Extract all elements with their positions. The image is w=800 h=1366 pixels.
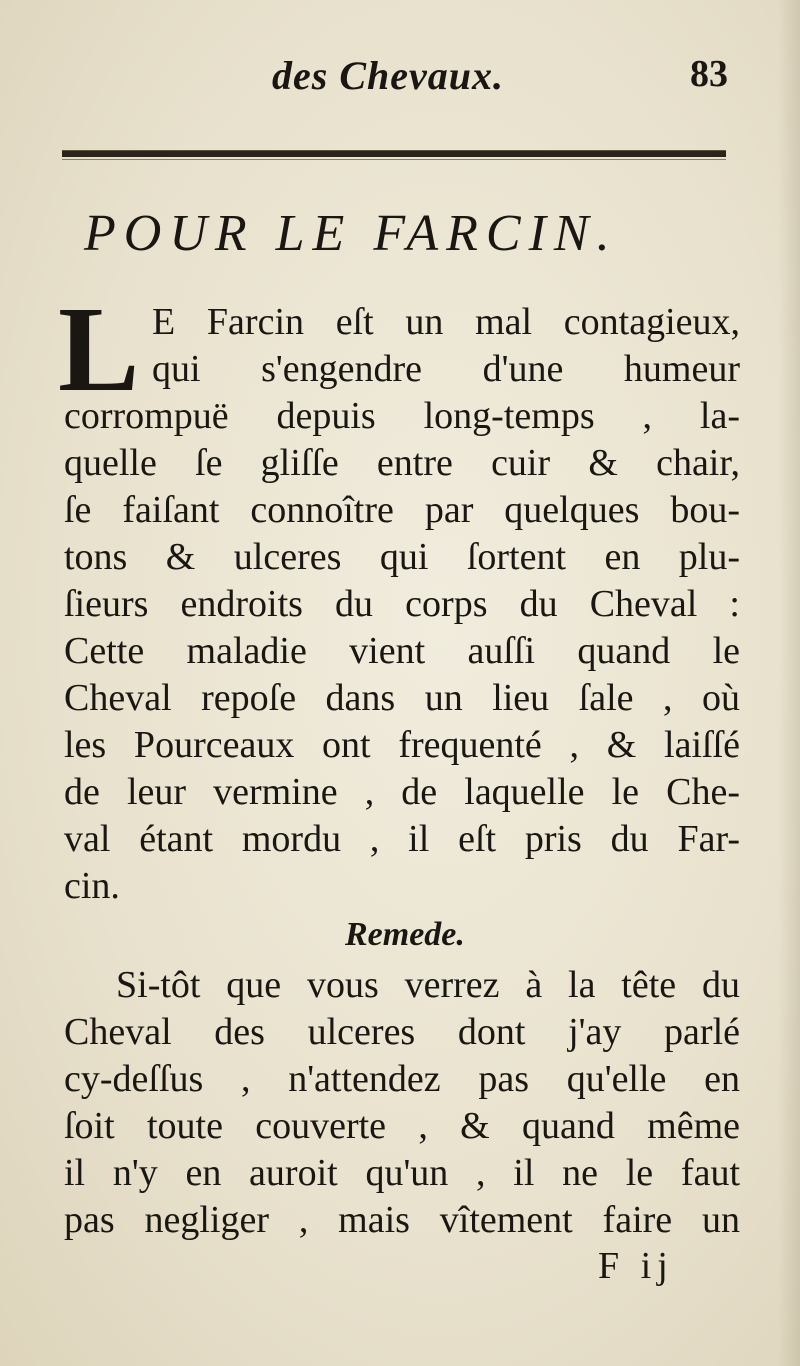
drop-cap: L (58, 282, 140, 417)
section-title: POUR LE FARCIN. (84, 205, 618, 262)
text-line: E Farcin eſt un mal contagieux, (152, 301, 740, 343)
text-line: cy-deſſus , n'attendez pas qu'elle en (64, 1058, 740, 1100)
paragraph-1 (64, 299, 740, 910)
text-line: val étant mordu , il eſt pris du Far- (64, 818, 740, 860)
text-line: qui s'engendre d'une humeur (152, 348, 740, 390)
remedy-heading: Remede. (345, 916, 465, 953)
text-line: ſieurs endroits du corps du Cheval : (64, 583, 740, 625)
paragraph-2 (64, 962, 740, 1244)
text-line: ſe faiſant connoître par quelques bou- (64, 489, 740, 531)
signature-mark: F ij (598, 1245, 674, 1287)
text-line: Cheval des ulceres dont j'ay parlé (64, 1011, 740, 1053)
running-title: des Chevaux. (272, 53, 504, 98)
text-line: Si-tôt que vous verrez à la tête du (116, 964, 740, 1006)
text-line: les Pourceaux ont frequenté , & laiſſé (64, 724, 740, 766)
text-line: cin. (64, 865, 120, 907)
text-line: Cette maladie vient auſſi quand le (64, 630, 740, 672)
page-edge-shadow (778, 0, 800, 1366)
text-line: il n'y en auroit qu'un , il ne le faut (64, 1152, 740, 1194)
text-line: corrompuë depuis long-temps , la- (64, 395, 740, 437)
page-number: 83 (690, 53, 728, 95)
text-line: pas negliger , mais vîtement faire un (64, 1199, 740, 1241)
text-line: de leur vermine , de laquelle le Che- (64, 771, 740, 813)
text-line: tons & ulceres qui ſortent en plu- (64, 536, 740, 578)
text-line: quelle ſe gliſſe entre cuir & chair, (64, 442, 740, 484)
text-line: ſoit toute couverte , & quand même (64, 1105, 740, 1147)
header-rule (62, 150, 726, 157)
text-line: Cheval repoſe dans un lieu ſale , où (64, 677, 740, 719)
